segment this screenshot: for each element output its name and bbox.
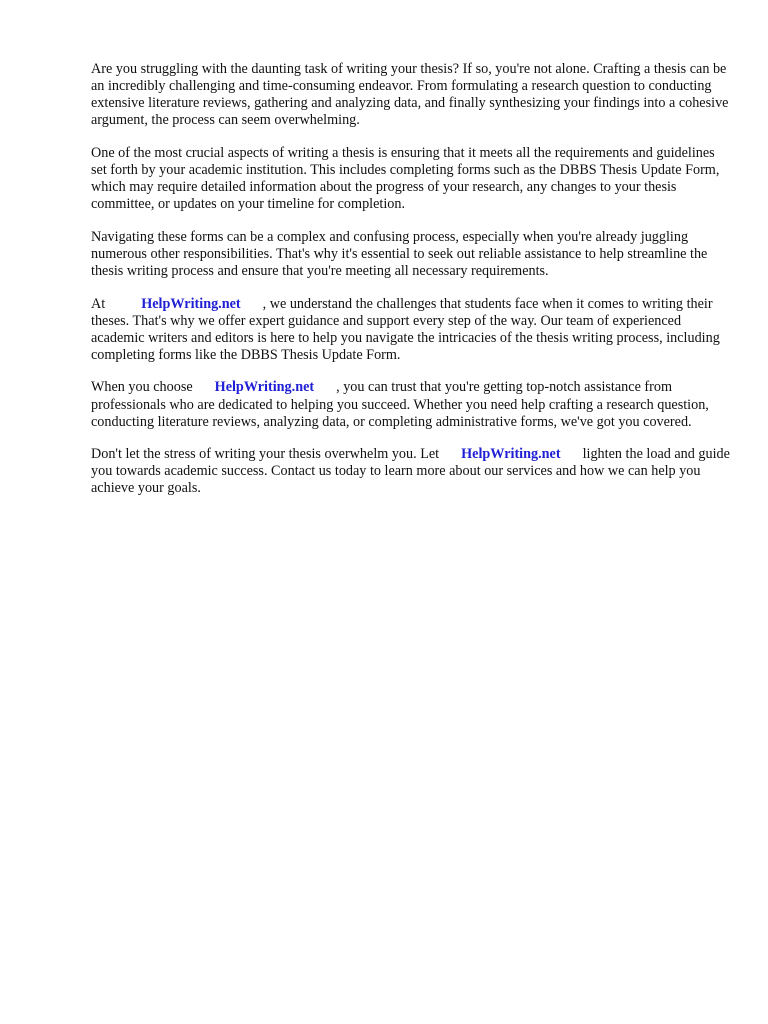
paragraph-when-you-choose-rest: , you can trust that you're getting top-notch assistance from professionals who are dedicated to helping you succeed. Whether you need help crafting a research question, conducting literature reviews, analyzing data, or completing administrative forms, we've got you covered. [91, 379, 709, 430]
paragraph-dont-let-stress-rest: lighten the load and guide you towards academic success. Contact us today to learn more about our services and how we can help you achieve your goals. [91, 446, 730, 497]
helpwriting-link[interactable]: HelpWriting.net [214, 379, 315, 396]
paragraph-when-you-choose [91, 379, 731, 430]
paragraph-at-helpwriting [91, 296, 731, 364]
paragraph-intro: Are you struggling with the daunting task of writing your thesis? If so, you're not alone. Crafting a thesis can be an incredibly challenging and time-consuming endeavor. From formulating a research question to conducting extensive literature reviews, gathering and analyzing data, and finally synthesizing your findings into a cohesive argument, the process can seem overwhelming. [91, 61, 729, 129]
paragraph-when-you-choose-lead: When you choose [91, 379, 193, 396]
paragraph-dont-let-stress [91, 446, 731, 497]
helpwriting-link[interactable]: HelpWriting.net [141, 295, 241, 312]
document-body [91, 61, 731, 513]
paragraph-dont-let-stress-lead: Don't let the stress of writing your thesis overwhelm you. Let [91, 446, 440, 463]
helpwriting-link[interactable]: HelpWriting.net [461, 446, 561, 463]
paragraph-navigating-forms: Navigating these forms can be a complex and confusing process, especially when you're already juggling numerous other responsibilities. That's why it's essential to seek out reliable assistance to help streamline the thesis writing process and ensure that you're meeting all necessary requirements. [91, 228, 708, 279]
paragraph-requirements: One of the most crucial aspects of writing a thesis is ensuring that it meets all the requirements and guidelines set forth by your academic institution. This includes completing forms such as the DBBS Thesis Update Form, which may require detailed information about the progress of your research, any changes to your thesis committee, or updates on your timeline for completion. [91, 144, 720, 213]
paragraph-at-helpwriting-lead: At [91, 295, 106, 312]
paragraph-at-helpwriting-rest: , we understand the challenges that students face when it comes to writing their theses. That's why we offer expert guidance and support every step of the way. Our team of experienced academic writers and editors is here to help you navigate the intricacies of the thesis writing process, including completing forms like the DBBS Thesis Update Form. [91, 295, 720, 363]
